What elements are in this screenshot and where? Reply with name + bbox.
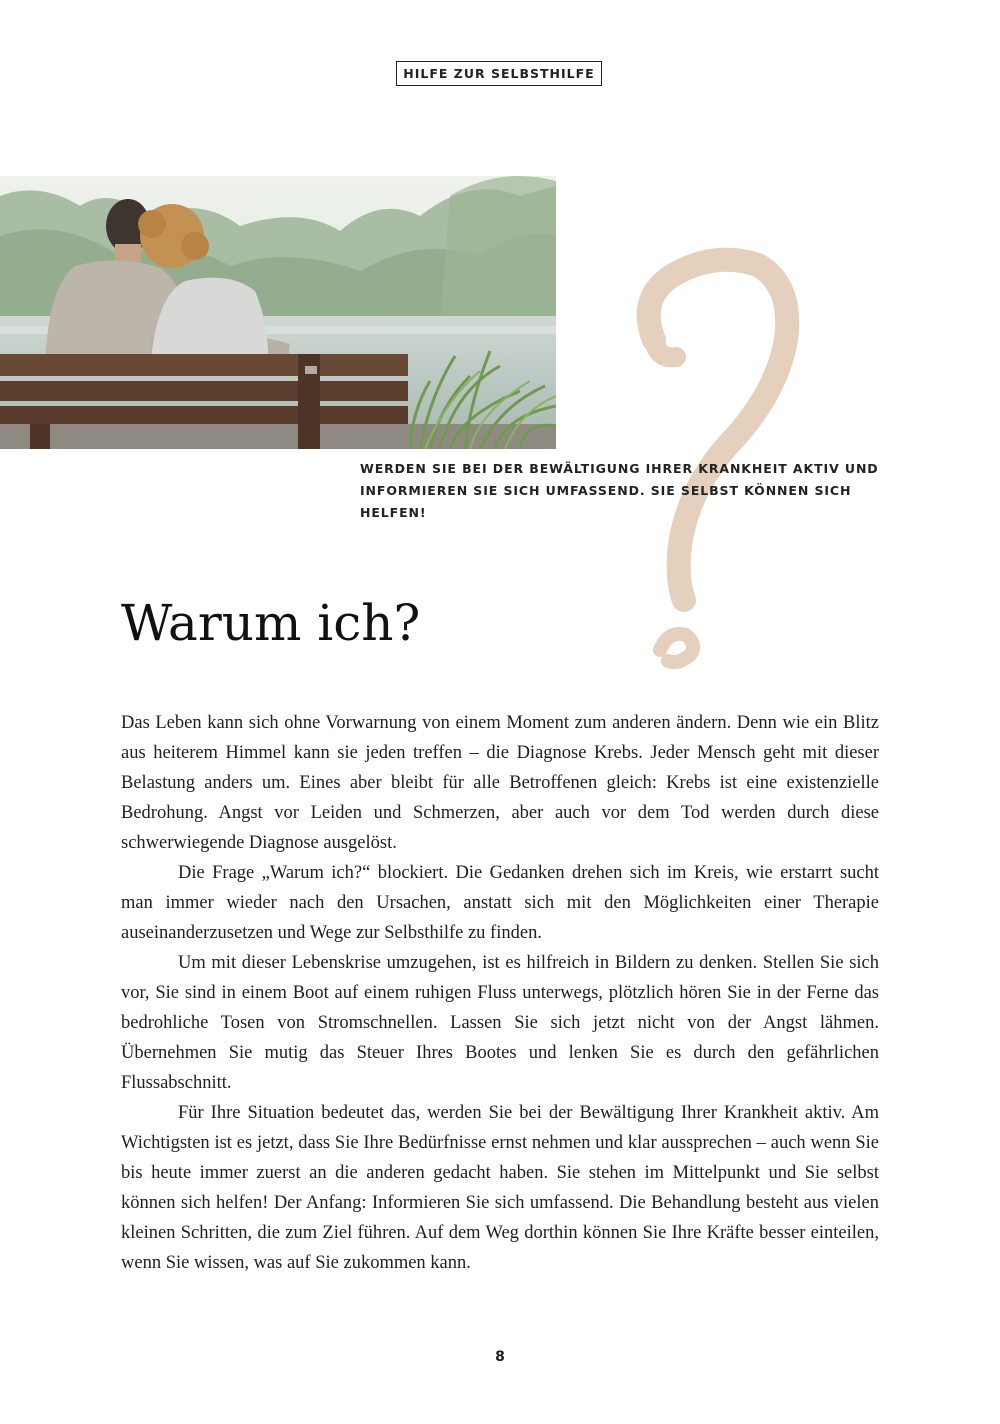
couple-bench-photo — [0, 176, 556, 449]
page-number: 8 — [495, 1349, 505, 1365]
body-text — [121, 708, 879, 1278]
photo-caption — [360, 458, 920, 524]
caption-line: INFORMIEREN SIE SICH UMFASSEND. SIE SELBST KÖNNEN SICH HELFEN! — [360, 483, 852, 520]
paragraph: Das Leben kann sich ohne Vorwarnung von einem Moment zum anderen ändern. Denn wie ein Blitz aus heiterem Himmel kann sie jeden treffen – die Diagnose Krebs. Jeder Mensch geht mit dieser Belastung anders um. Eines aber bleibt für alle Betroffenen gleich: Krebs ist eine existenzielle Bedrohung. Angst vor Leiden und Schmerzen, aber auch vor dem Tod werden durch diese schwerwiegende Diagnose ausgelöst. — [121, 713, 879, 853]
paragraph: Die Frage „Warum ich?“ blockiert. Die Gedanken drehen sich im Kreis, wie erstarrt sucht man immer wieder nach den Ursachen, anstatt sich mit den Möglichkeiten einer Therapie auseinanderzusetzen und Wege zur Selbsthilfe zu finden. — [121, 863, 879, 943]
page-title: Warum ich? — [121, 594, 421, 652]
paragraph: Um mit dieser Lebenskrise umzugehen, ist es hilfreich in Bildern zu denken. Stellen Sie sich vor, Sie sind in einem Boot auf einem ruhigen Fluss unterwegs, plötzlich hören Sie in der Ferne das bedrohliche Tosen von Stromschnellen. Lassen Sie sich jetzt nicht von der Angst lähmen. Übernehmen Sie mutig das Steuer Ihres Bootes und lenken Sie es durch den gefährlichen Flussabschnitt. — [121, 953, 879, 1093]
caption-line: WERDEN SIE BEI DER BEWÄLTIGUNG IHRER KRANKHEIT AKTIV UND — [360, 461, 879, 476]
paragraph: Für Ihre Situation bedeutet das, werden Sie bei der Bewältigung Ihrer Krankheit aktiv. Am Wichtigsten ist es jetzt, dass Sie Ihre Bedürfnisse ernst nehmen und klar aussprechen – auch wenn Sie bis heute immer zuerst an die anderen gedacht haben. Sie stehen im Mittelpunkt und Sie selbst können sich helfen! Der Anfang: Informieren Sie sich umfassend. Die Behandlung besteht aus vielen kleinen Schritten, die zum Ziel führen. Auf dem Weg dorthin können Sie Ihre Kräfte besser einteilen, wenn Sie wissen, was auf Sie zukommen kann. — [121, 1103, 879, 1273]
section-label: HILFE ZUR SELBSTHILFE — [396, 61, 602, 86]
